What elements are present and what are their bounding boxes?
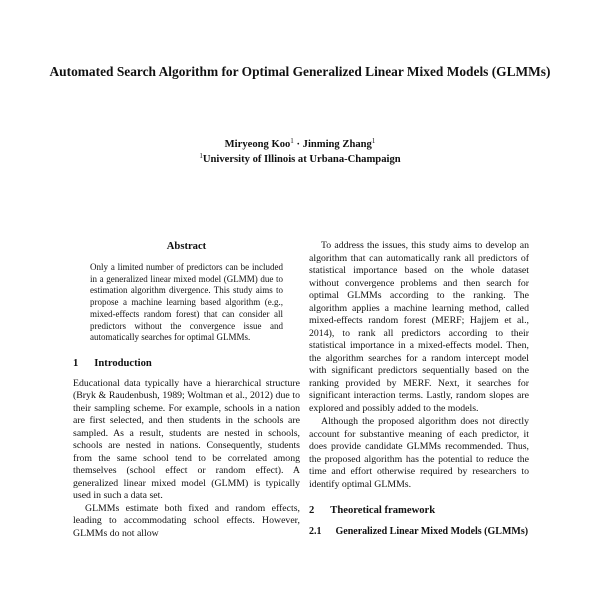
affiliation <box>0 152 600 165</box>
author-affil-sup: 1 <box>290 137 294 145</box>
abstract-text: Only a limited number of predictors can be included in a generalized linear mixed model (GLMM) due to estimation algorithm divergence. This study aims to propose a machine learning based algorithm (e.g., mixed-effects random forest) that can consider all predictors without the convergence issue and automatically searches for optimal GLMMs. <box>90 262 283 343</box>
affiliation-text: University of Illinois at Urbana-Champaign <box>202 154 401 165</box>
paper-title: Automated Search Algorithm for Optimal Generalized Linear Mixed Models (GLMMs) <box>49 64 551 79</box>
subsection-number: 2.1 <box>309 526 322 537</box>
intro-paragraph: Educational data typically have a hierarchical structure (Bryk & Raudenbush, 1989; Woltman et al., 2012) due to their sampling scheme. For example, schools in a nation are first selected, and then students in the schools are sampled. As a result, students are nested in schools, schools are nested in nations. Consequently, students from the same school tend to be correlated among themselves (school effect or random effect). A generalized linear mixed model (GLMM) is typically used in such a data set. <box>73 377 300 502</box>
section-heading-theoretical-framework <box>309 505 529 516</box>
right-column <box>309 240 529 539</box>
intro-paragraph: GLMMs estimate both fixed and random effects, leading to accommodating school effects. However, GLMMs do not allow <box>73 502 300 539</box>
body-paragraph: Although the proposed algorithm does not directly account for substantive meaning of each predictor, it does provide candidate GLMMs recommended. Thus, the proposed algorithm has the potential to reduce the time and effort otherwise required by researchers to identify optimal GLMMs. <box>309 416 529 490</box>
section-number: 1 <box>73 357 79 369</box>
section-title: Theoretical framework <box>330 505 436 516</box>
subsection-heading-glmm <box>309 526 529 539</box>
section-number: 2 <box>309 505 315 516</box>
author-name: Miryeong Koo <box>224 139 291 150</box>
left-column <box>73 240 300 540</box>
author-separator: · <box>293 139 303 150</box>
author-line <box>0 137 600 150</box>
section-title: Introduction <box>94 357 152 369</box>
affiliation-sup: 1 <box>199 152 203 160</box>
subsection-title: Generalized Linear Mixed Models (GLMMs) <box>335 526 529 537</box>
author-affil-sup: 1 <box>371 137 376 145</box>
section-heading-introduction <box>73 358 300 369</box>
abstract-heading: Abstract <box>166 241 207 252</box>
author-name: Jinming Zhang <box>302 139 372 150</box>
body-paragraph: To address the issues, this study aims to develop an algorithm that can automatically rank all predictors of statistical importance based on the whole dataset without convergence problems and then search for optimal GLMMs according to the ranking. The algorithm applies a machine learning method, called mixed-effects random forest (MERF; Hajjem et al., 2014), to rank all predictors according to their statistical importance in a mixed-effects model. Then, the algorithm searches for a random intercept model with significant predictors sequentially based on the ranking provided by MERF. Next, it searches for significant interaction terms. Lastly, random slopes are explored and possibly added to the models. <box>309 240 529 414</box>
